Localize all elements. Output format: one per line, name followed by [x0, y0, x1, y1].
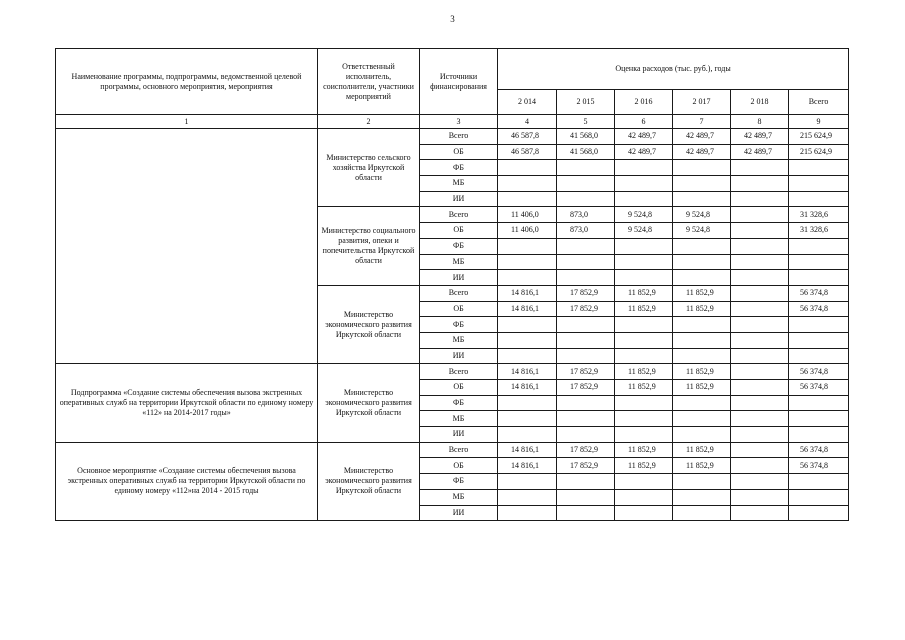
- funding-source-cell: ФБ: [420, 238, 498, 254]
- value-cell: 11 852,9: [673, 458, 731, 474]
- total-value-cell: [789, 176, 849, 192]
- value-cell: [498, 395, 557, 411]
- value-cell: 17 852,9: [557, 458, 615, 474]
- value-cell: [498, 332, 557, 348]
- value-cell: [731, 176, 789, 192]
- funding-source-cell: ИИ: [420, 348, 498, 364]
- funding-source-cell: ФБ: [420, 474, 498, 490]
- funding-source-cell: МБ: [420, 332, 498, 348]
- value-cell: [731, 317, 789, 333]
- total-value-cell: [789, 191, 849, 207]
- value-cell: [673, 505, 731, 521]
- funding-source-cell: МБ: [420, 489, 498, 505]
- funding-source-cell: ФБ: [420, 395, 498, 411]
- value-cell: 14 816,1: [498, 364, 557, 380]
- total-value-cell: 31 328,6: [789, 207, 849, 223]
- value-cell: [615, 317, 673, 333]
- executor-cell: Министерство экономического развития Иркутской области: [318, 442, 420, 520]
- value-cell: [615, 505, 673, 521]
- table-row: [56, 129, 849, 145]
- column-index: 1: [56, 115, 318, 129]
- total-value-cell: [789, 270, 849, 286]
- value-cell: [673, 176, 731, 192]
- header-cost-estimate: Оценка расходов (тыс. руб.), годы: [498, 49, 849, 90]
- value-cell: [557, 238, 615, 254]
- header-funding-source: Источники финансирования: [420, 49, 498, 115]
- funding-source-cell: МБ: [420, 176, 498, 192]
- value-cell: [498, 254, 557, 270]
- value-cell: [673, 348, 731, 364]
- year-2015: 2 015: [557, 90, 615, 115]
- value-cell: 14 816,1: [498, 442, 557, 458]
- value-cell: 873,0: [557, 207, 615, 223]
- value-cell: [673, 317, 731, 333]
- column-index: 8: [731, 115, 789, 129]
- value-cell: 11 852,9: [673, 380, 731, 396]
- value-cell: [673, 254, 731, 270]
- value-cell: [498, 489, 557, 505]
- page-number: 3: [450, 14, 455, 24]
- value-cell: [731, 380, 789, 396]
- value-cell: [731, 254, 789, 270]
- funding-source-cell: ИИ: [420, 191, 498, 207]
- value-cell: 9 524,8: [673, 223, 731, 239]
- value-cell: 873,0: [557, 223, 615, 239]
- value-cell: [615, 238, 673, 254]
- value-cell: [498, 176, 557, 192]
- value-cell: 11 852,9: [673, 301, 731, 317]
- value-cell: [673, 411, 731, 427]
- funding-source-cell: ИИ: [420, 505, 498, 521]
- column-index: 5: [557, 115, 615, 129]
- total-value-cell: 31 328,6: [789, 223, 849, 239]
- value-cell: [731, 301, 789, 317]
- value-cell: 42 489,7: [615, 144, 673, 160]
- value-cell: [673, 270, 731, 286]
- executor-cell: Министерство социального развития, опеки и попечительства Иркутской области: [318, 207, 420, 285]
- value-cell: [615, 254, 673, 270]
- value-cell: 9 524,8: [615, 207, 673, 223]
- value-cell: [615, 427, 673, 443]
- total-value-cell: 56 374,8: [789, 442, 849, 458]
- total-value-cell: [789, 160, 849, 176]
- funding-source-cell: Всего: [420, 364, 498, 380]
- value-cell: 11 852,9: [673, 364, 731, 380]
- funding-source-cell: ОБ: [420, 301, 498, 317]
- value-cell: [673, 238, 731, 254]
- total-value-cell: 215 624,9: [789, 129, 849, 145]
- value-cell: [615, 176, 673, 192]
- column-index: 2: [318, 115, 420, 129]
- value-cell: [615, 489, 673, 505]
- value-cell: [557, 254, 615, 270]
- value-cell: [557, 411, 615, 427]
- value-cell: 11 852,9: [615, 442, 673, 458]
- value-cell: 9 524,8: [615, 223, 673, 239]
- value-cell: [557, 427, 615, 443]
- year-2016: 2 016: [615, 90, 673, 115]
- value-cell: [731, 238, 789, 254]
- value-cell: [615, 191, 673, 207]
- value-cell: [498, 505, 557, 521]
- value-cell: [557, 176, 615, 192]
- total-value-cell: 56 374,8: [789, 301, 849, 317]
- value-cell: 42 489,7: [615, 129, 673, 145]
- value-cell: [731, 332, 789, 348]
- value-cell: [615, 160, 673, 176]
- total-value-cell: 56 374,8: [789, 364, 849, 380]
- column-index-row: [56, 115, 849, 129]
- header-program-name: Наименование программы, подпрограммы, ведомственной целевой программы, основного мероприятия, мероприятия: [56, 49, 318, 115]
- program-name-cell: [56, 129, 318, 364]
- column-index: 6: [615, 115, 673, 129]
- value-cell: [498, 411, 557, 427]
- value-cell: [498, 348, 557, 364]
- executor-cell: Министерство экономического развития Иркутской области: [318, 364, 420, 442]
- year-2014: 2 014: [498, 90, 557, 115]
- value-cell: [673, 395, 731, 411]
- value-cell: [615, 411, 673, 427]
- value-cell: [615, 332, 673, 348]
- value-cell: [731, 160, 789, 176]
- column-index: 9: [789, 115, 849, 129]
- value-cell: [673, 427, 731, 443]
- value-cell: 42 489,7: [673, 144, 731, 160]
- funding-source-cell: ОБ: [420, 144, 498, 160]
- value-cell: 14 816,1: [498, 285, 557, 301]
- value-cell: [557, 489, 615, 505]
- funding-source-cell: ОБ: [420, 380, 498, 396]
- value-cell: [673, 191, 731, 207]
- value-cell: [731, 348, 789, 364]
- column-index: 4: [498, 115, 557, 129]
- value-cell: [731, 411, 789, 427]
- value-cell: [731, 474, 789, 490]
- value-cell: 9 524,8: [673, 207, 731, 223]
- value-cell: [557, 317, 615, 333]
- funding-source-cell: Всего: [420, 129, 498, 145]
- value-cell: [731, 489, 789, 505]
- value-cell: [615, 270, 673, 286]
- value-cell: [498, 160, 557, 176]
- total-value-cell: [789, 474, 849, 490]
- value-cell: [731, 285, 789, 301]
- program-name-cell: Основное мероприятие «Создание системы обеспечения вызова экстренных оперативных служб на территории Иркутской области по единому номеру «112»на 2014 - 2015 годы: [56, 442, 318, 520]
- value-cell: 11 852,9: [615, 301, 673, 317]
- table-row: [56, 442, 849, 458]
- header-row: [56, 49, 849, 90]
- value-cell: 17 852,9: [557, 285, 615, 301]
- value-cell: [498, 191, 557, 207]
- value-cell: 14 816,1: [498, 458, 557, 474]
- value-cell: [673, 332, 731, 348]
- funding-source-cell: ИИ: [420, 270, 498, 286]
- value-cell: 17 852,9: [557, 380, 615, 396]
- funding-source-cell: Всего: [420, 207, 498, 223]
- value-cell: 41 568,0: [557, 144, 615, 160]
- year-2018: 2 018: [731, 90, 789, 115]
- year-total: Всего: [789, 90, 849, 115]
- total-value-cell: 215 624,9: [789, 144, 849, 160]
- value-cell: [557, 348, 615, 364]
- total-value-cell: [789, 489, 849, 505]
- year-2017: 2 017: [673, 90, 731, 115]
- funding-source-cell: МБ: [420, 254, 498, 270]
- value-cell: [615, 348, 673, 364]
- value-cell: 11 852,9: [615, 364, 673, 380]
- table-row: [56, 364, 849, 380]
- value-cell: [498, 270, 557, 286]
- value-cell: 46 587,8: [498, 129, 557, 145]
- value-cell: [557, 505, 615, 521]
- value-cell: 17 852,9: [557, 364, 615, 380]
- value-cell: 17 852,9: [557, 442, 615, 458]
- total-value-cell: [789, 332, 849, 348]
- value-cell: [557, 474, 615, 490]
- value-cell: 42 489,7: [731, 144, 789, 160]
- value-cell: [731, 458, 789, 474]
- value-cell: 42 489,7: [731, 129, 789, 145]
- total-value-cell: [789, 254, 849, 270]
- total-value-cell: [789, 411, 849, 427]
- value-cell: 42 489,7: [673, 129, 731, 145]
- total-value-cell: [789, 238, 849, 254]
- total-value-cell: 56 374,8: [789, 458, 849, 474]
- value-cell: [731, 270, 789, 286]
- funding-source-cell: ОБ: [420, 458, 498, 474]
- funding-source-cell: МБ: [420, 411, 498, 427]
- value-cell: 17 852,9: [557, 301, 615, 317]
- value-cell: [615, 474, 673, 490]
- value-cell: [498, 238, 557, 254]
- executor-cell: Министерство экономического развития Иркутской области: [318, 285, 420, 363]
- value-cell: [673, 489, 731, 505]
- value-cell: [673, 474, 731, 490]
- value-cell: [731, 191, 789, 207]
- funding-source-cell: ФБ: [420, 160, 498, 176]
- value-cell: [731, 223, 789, 239]
- header-executor: Ответственный исполнитель, соисполнители, участники мероприятий: [318, 49, 420, 115]
- total-value-cell: 56 374,8: [789, 285, 849, 301]
- funding-source-cell: Всего: [420, 442, 498, 458]
- program-name-cell: Подпрограмма «Создание системы обеспечения вызова экстренных оперативных служб на территории Иркутской области по единому номеру «112» на 2014-2017 годы»: [56, 364, 318, 442]
- funding-source-cell: ФБ: [420, 317, 498, 333]
- value-cell: 11 852,9: [615, 458, 673, 474]
- column-index: 7: [673, 115, 731, 129]
- value-cell: [557, 191, 615, 207]
- value-cell: 11 852,9: [673, 285, 731, 301]
- total-value-cell: [789, 348, 849, 364]
- value-cell: [557, 395, 615, 411]
- value-cell: [673, 160, 731, 176]
- value-cell: 11 406,0: [498, 223, 557, 239]
- value-cell: 14 816,1: [498, 301, 557, 317]
- column-index: 3: [420, 115, 498, 129]
- value-cell: 11 406,0: [498, 207, 557, 223]
- value-cell: [731, 505, 789, 521]
- value-cell: 11 852,9: [615, 380, 673, 396]
- value-cell: [557, 270, 615, 286]
- value-cell: [557, 332, 615, 348]
- value-cell: 11 852,9: [673, 442, 731, 458]
- table-body: [56, 129, 849, 521]
- value-cell: 41 568,0: [557, 129, 615, 145]
- value-cell: [498, 427, 557, 443]
- budget-table: [55, 48, 849, 521]
- funding-source-cell: ОБ: [420, 223, 498, 239]
- value-cell: [731, 364, 789, 380]
- value-cell: [731, 207, 789, 223]
- value-cell: [498, 317, 557, 333]
- funding-source-cell: ИИ: [420, 427, 498, 443]
- executor-cell: Министерство сельского хозяйства Иркутской области: [318, 129, 420, 207]
- funding-source-cell: Всего: [420, 285, 498, 301]
- value-cell: 14 816,1: [498, 380, 557, 396]
- value-cell: [557, 160, 615, 176]
- value-cell: [731, 442, 789, 458]
- total-value-cell: [789, 505, 849, 521]
- total-value-cell: [789, 427, 849, 443]
- value-cell: [731, 395, 789, 411]
- value-cell: [615, 395, 673, 411]
- total-value-cell: [789, 395, 849, 411]
- value-cell: [731, 427, 789, 443]
- value-cell: [498, 474, 557, 490]
- total-value-cell: [789, 317, 849, 333]
- value-cell: 11 852,9: [615, 285, 673, 301]
- total-value-cell: 56 374,8: [789, 380, 849, 396]
- value-cell: 46 587,8: [498, 144, 557, 160]
